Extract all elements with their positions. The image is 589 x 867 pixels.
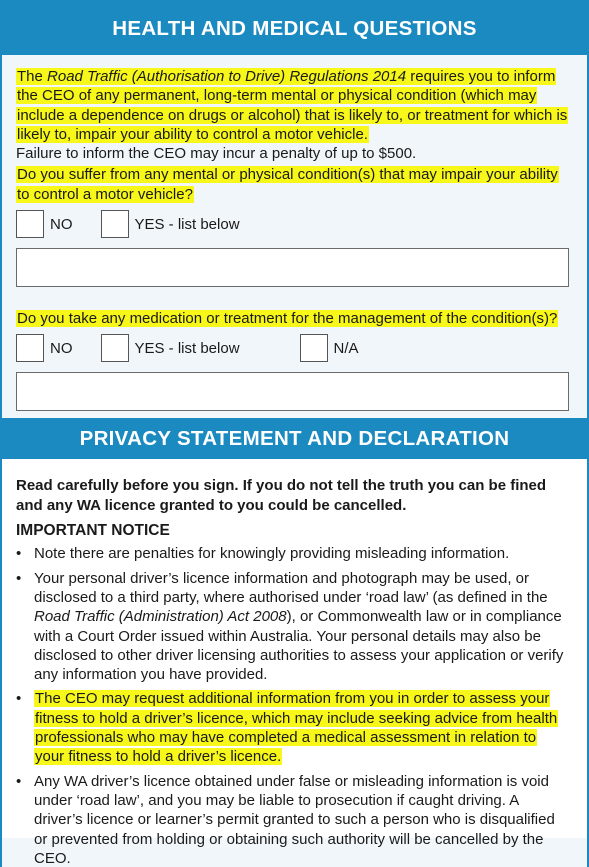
bullet-icon: • (16, 690, 22, 708)
intro-text-end: requires you to inform the CEO of any permanent, long-term mental or physical condition (which may include a dependence on drugs or alcohol) that is likely to, or treatment for which is likely to, impair your ability to control a motor vehicle. (17, 68, 568, 143)
q1-no-option[interactable] (16, 210, 73, 238)
intro-highlight (16, 68, 568, 143)
q1-no-label: NO (50, 215, 73, 233)
intro-text-start: The (17, 68, 48, 85)
penalty-text: Failure to inform the CEO may incur a penalty of up to $500. (16, 145, 417, 163)
q2-yes-checkbox[interactable] (101, 334, 129, 362)
notice-item-text: Any WA driver’s licence obtained under false or misleading information is void under ‘road law’, and you may be liable to prosecution if caught driving. A driver’s licence or learner’s permit granted to such a person who is disqualified or prevented from holding or obtaining such authority will be cancelled by the CEO. (34, 772, 555, 867)
notice-item-text: The CEO may request additional information from you in order to assess your fitness to hold a driver’s licence, which may include seeking advice from health professionals who may have completed a medical assessment in relation to your fitness to hold a driver’s licence. (35, 690, 558, 766)
notice-item (16, 689, 569, 766)
question-2 (16, 309, 587, 328)
question-2-options (16, 331, 587, 365)
q2-no-label: NO (50, 339, 73, 357)
q1-condition-list-field[interactable] (16, 248, 569, 287)
privacy-section (2, 459, 587, 867)
privacy-lead: Read carefully before you sign. If you do not tell the truth you can be fined and any WA licence granted to you could be cancelled. (16, 477, 547, 514)
q1-yes-option[interactable] (101, 210, 240, 238)
q1-yes-checkbox[interactable] (101, 210, 129, 238)
q1-yes-label: YES - list below (134, 215, 240, 233)
health-section-heading: HEALTH AND MEDICAL QUESTIONS (2, 0, 587, 55)
notice-item-text: Note there are penalties for knowingly providing misleading information. (34, 545, 510, 563)
q2-no-option[interactable] (16, 334, 73, 362)
act-title: Road Traffic (Administration) Act 2008 (34, 608, 287, 626)
q2-na-option[interactable] (300, 334, 359, 362)
bullet-icon: • (16, 545, 22, 563)
question-2-text: Do you take any medication or treatment for the management of the condition(s)? (17, 310, 558, 328)
question-1-text: Do you suffer from any mental or physical condition(s) that may impair your ability to control a motor vehicle? (17, 166, 558, 203)
q2-yes-label: YES - list below (134, 339, 240, 357)
health-intro (16, 67, 587, 163)
bullet-icon: • (16, 772, 22, 790)
notice-item (16, 772, 569, 867)
important-notice-heading: IMPORTANT NOTICE (16, 522, 170, 540)
notice-item (16, 544, 569, 563)
q1-no-checkbox[interactable] (16, 210, 44, 238)
q2-na-label: N/A (333, 339, 359, 357)
notice-item-text: Your personal driver’s licence information and photograph may be used, or disclosed to a third party, where authorised under ‘road law’ (as defined in the (34, 569, 548, 606)
regulation-title: Road Traffic (Authorisation to Drive) Regulations 2014 (47, 68, 407, 85)
q2-no-checkbox[interactable] (16, 334, 44, 362)
privacy-section-heading: PRIVACY STATEMENT AND DECLARATION (2, 418, 587, 459)
question-1-options (16, 207, 587, 241)
q2-medication-list-field[interactable] (16, 372, 569, 411)
notice-item (16, 569, 569, 685)
bullet-icon: • (16, 569, 22, 587)
question-1 (16, 165, 587, 204)
q2-na-checkbox[interactable] (300, 334, 328, 362)
notice-list (16, 544, 569, 867)
health-section (2, 55, 587, 411)
notice-item-text: ), or Commonwealth law or in compliance with a Court Order issued within Australia. Your personal details may also be disclosed to other driver licensing authorities to assess your application or verify any information you have provided. (34, 608, 564, 684)
q2-yes-option[interactable] (101, 334, 240, 362)
